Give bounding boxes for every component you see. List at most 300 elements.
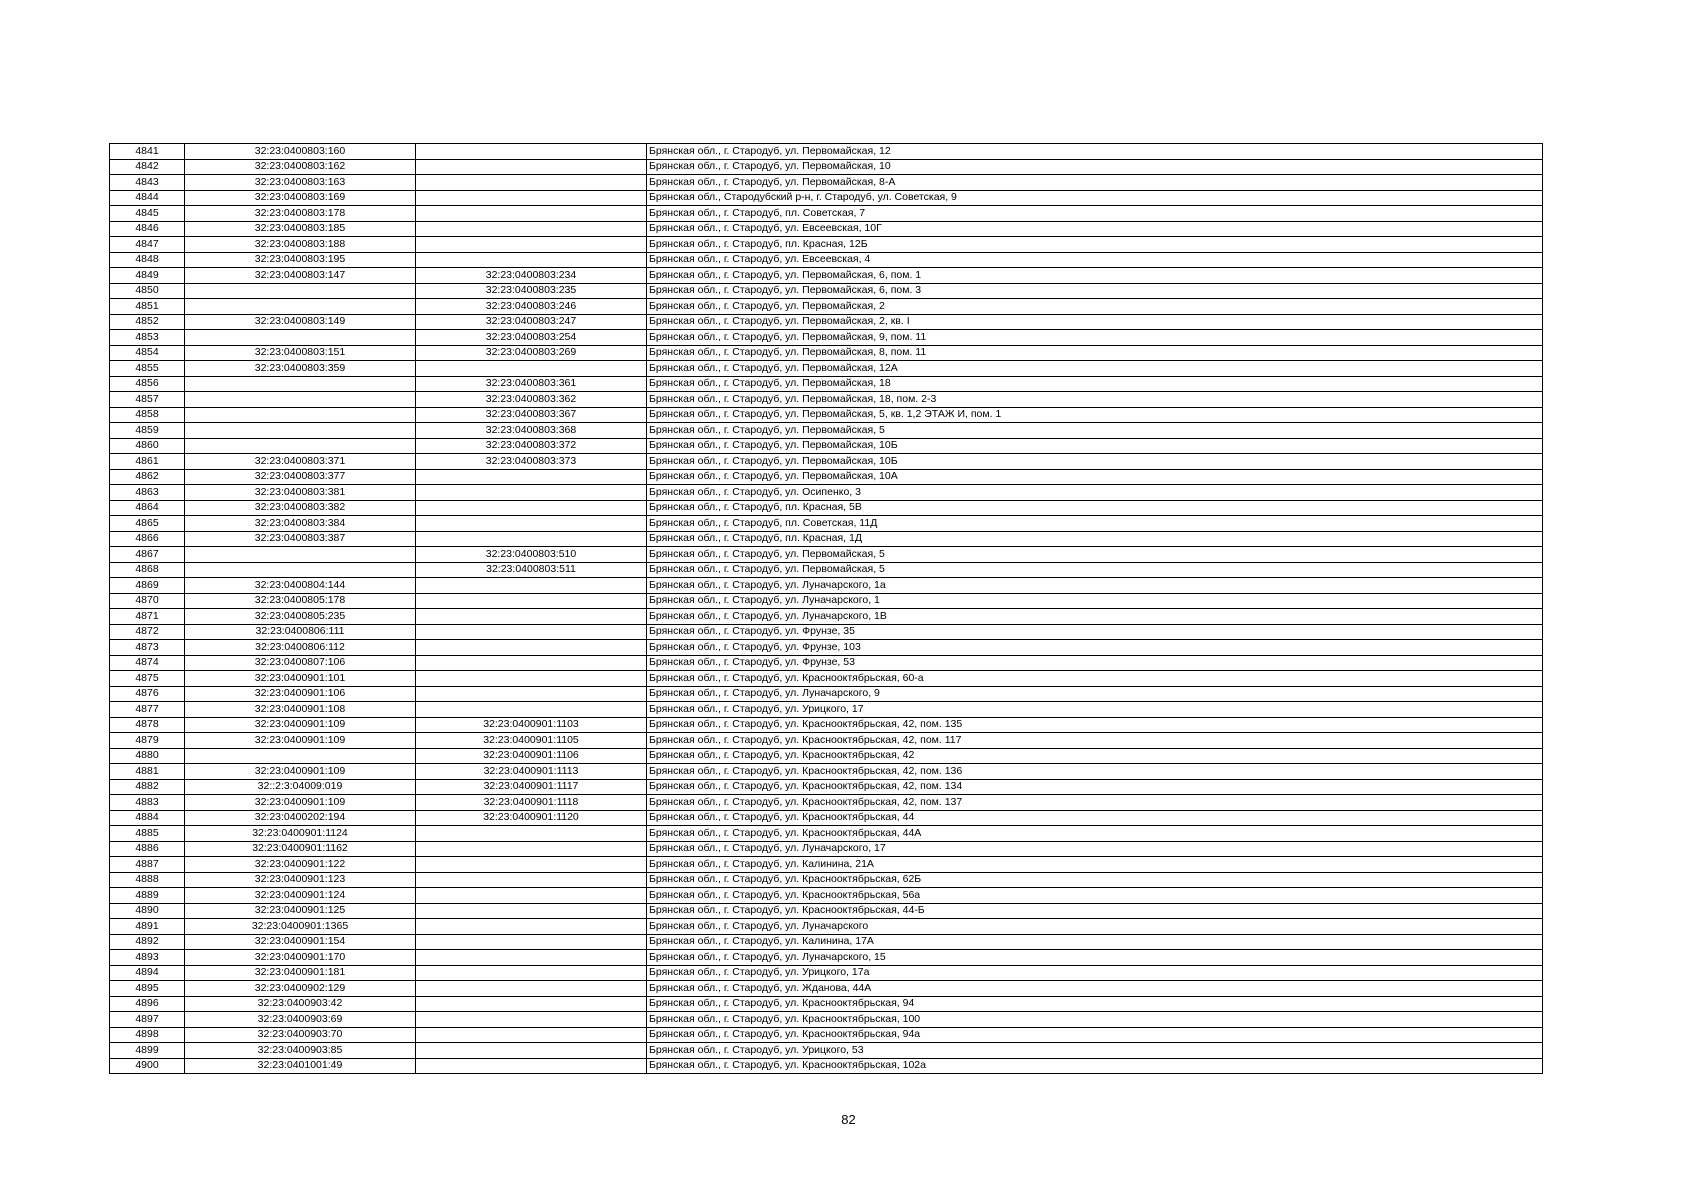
address-cell: Брянская обл., г. Стародуб, ул. Первомайская, 6, пом. 1	[647, 268, 1543, 284]
table-row	[110, 454, 1543, 470]
cadastral-number-cell: 32:23:0400901:106	[185, 686, 416, 702]
cadastral-number-cell	[185, 547, 416, 563]
address-cell: Брянская обл., г. Стародуб, ул. Фрунзе, 53	[647, 655, 1543, 671]
table-row	[110, 578, 1543, 594]
table-row	[110, 857, 1543, 873]
row-number-cell: 4868	[110, 562, 185, 578]
related-cadastral-number-cell	[416, 175, 647, 191]
row-number-cell: 4863	[110, 485, 185, 501]
table-row	[110, 1012, 1543, 1028]
address-cell: Брянская обл., г. Стародуб, ул. Луначарского, 1а	[647, 578, 1543, 594]
table-row	[110, 469, 1543, 485]
address-cell: Брянская обл., г. Стародуб, ул. Краснооктябрьская, 44	[647, 810, 1543, 826]
table-row	[110, 562, 1543, 578]
cadastral-number-cell: 32:23:0400903:69	[185, 1012, 416, 1028]
address-cell: Брянская обл., г. Стародуб, пл. Советская, 11Д	[647, 516, 1543, 532]
address-cell: Брянская обл., г. Стародуб, ул. Первомайская, 8-А	[647, 175, 1543, 191]
cadastral-number-cell	[185, 423, 416, 439]
address-cell: Брянская обл., г. Стародуб, ул. Краснооктябрьская, 44-Б	[647, 903, 1543, 919]
table-row	[110, 950, 1543, 966]
row-number-cell: 4846	[110, 221, 185, 237]
table-row	[110, 438, 1543, 454]
address-cell: Брянская обл., г. Стародуб, ул. Первомайская, 10	[647, 159, 1543, 175]
address-cell: Брянская обл., г. Стародуб, ул. Луначарского, 1В	[647, 609, 1543, 625]
address-cell: Брянская обл., г. Стародуб, ул. Краснооктябрьская, 42, пом. 134	[647, 779, 1543, 795]
address-cell: Брянская обл., Стародубский р-н, г. Стародуб, ул. Советская, 9	[647, 190, 1543, 206]
table-row	[110, 919, 1543, 935]
related-cadastral-number-cell	[416, 593, 647, 609]
row-number-cell: 4869	[110, 578, 185, 594]
address-cell: Брянская обл., г. Стародуб, ул. Урицкого, 17	[647, 702, 1543, 718]
cadastral-number-cell: 32::2:3:04009:019	[185, 779, 416, 795]
address-cell: Брянская обл., г. Стародуб, ул. Краснооктябрьская, 94а	[647, 1027, 1543, 1043]
related-cadastral-number-cell	[416, 826, 647, 842]
related-cadastral-number-cell: 32:23:0400803:511	[416, 562, 647, 578]
address-cell: Брянская обл., г. Стародуб, ул. Первомайская, 5	[647, 547, 1543, 563]
related-cadastral-number-cell	[416, 1058, 647, 1074]
related-cadastral-number-cell	[416, 252, 647, 268]
row-number-cell: 4895	[110, 981, 185, 997]
row-number-cell: 4890	[110, 903, 185, 919]
address-cell: Брянская обл., г. Стародуб, ул. Первомайская, 2, кв. I	[647, 314, 1543, 330]
cadastral-number-cell: 32:23:0400903:70	[185, 1027, 416, 1043]
row-number-cell: 4852	[110, 314, 185, 330]
row-number-cell: 4866	[110, 531, 185, 547]
related-cadastral-number-cell: 32:23:0400803:368	[416, 423, 647, 439]
row-number-cell: 4874	[110, 655, 185, 671]
related-cadastral-number-cell: 32:23:0400803:361	[416, 376, 647, 392]
cadastral-number-cell	[185, 283, 416, 299]
related-cadastral-number-cell: 32:23:0400901:1118	[416, 795, 647, 811]
address-cell: Брянская обл., г. Стародуб, ул. Краснооктябрьская, 42, пом. 117	[647, 733, 1543, 749]
row-number-cell: 4856	[110, 376, 185, 392]
cadastral-number-cell: 32:23:0400803:169	[185, 190, 416, 206]
table-row	[110, 624, 1543, 640]
row-number-cell: 4875	[110, 671, 185, 687]
address-cell: Брянская обл., г. Стародуб, ул. Первомайская, 12	[647, 144, 1543, 160]
row-number-cell: 4880	[110, 748, 185, 764]
address-cell: Брянская обл., г. Стародуб, ул. Краснооктябрьская, 100	[647, 1012, 1543, 1028]
cadastral-number-cell: 32:23:0400901:108	[185, 702, 416, 718]
cadastral-number-cell: 32:23:0400803:387	[185, 531, 416, 547]
table-row	[110, 144, 1543, 160]
address-cell: Брянская обл., г. Стародуб, пл. Красная, 1Д	[647, 531, 1543, 547]
cadastral-number-cell: 32:23:0400804:144	[185, 578, 416, 594]
row-number-cell: 4870	[110, 593, 185, 609]
table-row	[110, 500, 1543, 516]
related-cadastral-number-cell	[416, 1027, 647, 1043]
related-cadastral-number-cell: 32:23:0400803:247	[416, 314, 647, 330]
related-cadastral-number-cell	[416, 702, 647, 718]
cadastral-number-cell: 32:23:0400902:129	[185, 981, 416, 997]
table-row	[110, 283, 1543, 299]
address-cell: Брянская обл., г. Стародуб, ул. Краснооктябрьская, 42, пом. 136	[647, 764, 1543, 780]
table-row	[110, 376, 1543, 392]
row-number-cell: 4853	[110, 330, 185, 346]
address-cell: Брянская обл., г. Стародуб, ул. Краснооктябрьская, 62Б	[647, 872, 1543, 888]
row-number-cell: 4900	[110, 1058, 185, 1074]
row-number-cell: 4899	[110, 1043, 185, 1059]
table-row	[110, 1027, 1543, 1043]
address-cell: Брянская обл., г. Стародуб, ул. Краснооктябрьская, 56а	[647, 888, 1543, 904]
address-cell: Брянская обл., г. Стародуб, ул. Первомайская, 18	[647, 376, 1543, 392]
table-row	[110, 175, 1543, 191]
related-cadastral-number-cell	[416, 500, 647, 516]
related-cadastral-number-cell: 32:23:0400901:1113	[416, 764, 647, 780]
related-cadastral-number-cell	[416, 934, 647, 950]
related-cadastral-number-cell: 32:23:0400803:246	[416, 299, 647, 315]
related-cadastral-number-cell	[416, 872, 647, 888]
cadastral-number-cell	[185, 330, 416, 346]
row-number-cell: 4864	[110, 500, 185, 516]
cadastral-number-cell: 32:23:0400803:151	[185, 345, 416, 361]
address-cell: Брянская обл., г. Стародуб, ул. Первомайская, 12А	[647, 361, 1543, 377]
table-row	[110, 268, 1543, 284]
related-cadastral-number-cell: 32:23:0400803:254	[416, 330, 647, 346]
related-cadastral-number-cell	[416, 655, 647, 671]
row-number-cell: 4857	[110, 392, 185, 408]
address-cell: Брянская обл., г. Стародуб, ул. Первомайская, 9, пом. 11	[647, 330, 1543, 346]
address-cell: Брянская обл., г. Стародуб, ул. Первомайская, 5	[647, 423, 1543, 439]
table-row	[110, 841, 1543, 857]
related-cadastral-number-cell	[416, 1043, 647, 1059]
related-cadastral-number-cell	[416, 950, 647, 966]
cadastral-number-cell	[185, 748, 416, 764]
address-cell: Брянская обл., г. Стародуб, ул. Первомайская, 10Б	[647, 454, 1543, 470]
related-cadastral-number-cell	[416, 857, 647, 873]
row-number-cell: 4876	[110, 686, 185, 702]
row-number-cell: 4872	[110, 624, 185, 640]
related-cadastral-number-cell	[416, 624, 647, 640]
related-cadastral-number-cell	[416, 237, 647, 253]
cadastral-number-cell: 32:23:0400803:160	[185, 144, 416, 160]
table-row	[110, 221, 1543, 237]
row-number-cell: 4884	[110, 810, 185, 826]
table-row	[110, 671, 1543, 687]
table-row	[110, 593, 1543, 609]
address-cell: Брянская обл., г. Стародуб, ул. Первомайская, 8, пом. 11	[647, 345, 1543, 361]
address-cell: Брянская обл., г. Стародуб, ул. Первомайская, 5, кв. 1,2 ЭТАЖ И, пом. 1	[647, 407, 1543, 423]
table-row	[110, 981, 1543, 997]
cadastral-number-cell: 32:23:0400805:235	[185, 609, 416, 625]
table-row	[110, 531, 1543, 547]
address-cell: Брянская обл., г. Стародуб, ул. Фрунзе, 35	[647, 624, 1543, 640]
cadastral-number-cell: 32:23:0400901:1365	[185, 919, 416, 935]
row-number-cell: 4849	[110, 268, 185, 284]
row-number-cell: 4882	[110, 779, 185, 795]
table-row	[110, 237, 1543, 253]
table-row	[110, 779, 1543, 795]
cadastral-number-cell: 32:23:0400806:111	[185, 624, 416, 640]
cadastral-number-cell: 32:23:0400901:181	[185, 965, 416, 981]
row-number-cell: 4885	[110, 826, 185, 842]
address-cell: Брянская обл., г. Стародуб, ул. Первомайская, 2	[647, 299, 1543, 315]
address-cell: Брянская обл., г. Стародуб, ул. Краснооктябрьская, 44А	[647, 826, 1543, 842]
related-cadastral-number-cell	[416, 640, 647, 656]
table-row	[110, 826, 1543, 842]
cadastral-number-cell: 32:23:0400803:178	[185, 206, 416, 222]
cadastral-number-cell: 32:23:0400901:125	[185, 903, 416, 919]
row-number-cell: 4891	[110, 919, 185, 935]
table-row	[110, 655, 1543, 671]
related-cadastral-number-cell: 32:23:0400901:1105	[416, 733, 647, 749]
address-cell: Брянская обл., г. Стародуб, ул. Краснооктябрьская, 42, пом. 135	[647, 717, 1543, 733]
row-number-cell: 4854	[110, 345, 185, 361]
table-row	[110, 1058, 1543, 1074]
registry-table	[109, 143, 1543, 1074]
cadastral-number-cell	[185, 392, 416, 408]
address-cell: Брянская обл., г. Стародуб, ул. Первомайская, 10А	[647, 469, 1543, 485]
table-row	[110, 888, 1543, 904]
cadastral-number-cell: 32:23:0400803:162	[185, 159, 416, 175]
related-cadastral-number-cell: 32:23:0400803:510	[416, 547, 647, 563]
related-cadastral-number-cell: 32:23:0400901:1120	[416, 810, 647, 826]
table-row	[110, 190, 1543, 206]
related-cadastral-number-cell	[416, 1012, 647, 1028]
table-row	[110, 423, 1543, 439]
address-cell: Брянская обл., г. Стародуб, ул. Евсеевская, 4	[647, 252, 1543, 268]
address-cell: Брянская обл., г. Стародуб, ул. Осипенко, 3	[647, 485, 1543, 501]
address-cell: Брянская обл., г. Стародуб, ул. Краснооктябрьская, 42, пом. 137	[647, 795, 1543, 811]
row-number-cell: 4887	[110, 857, 185, 873]
related-cadastral-number-cell	[416, 485, 647, 501]
row-number-cell: 4861	[110, 454, 185, 470]
table-row	[110, 640, 1543, 656]
cadastral-number-cell: 32:23:0400803:188	[185, 237, 416, 253]
table-row	[110, 516, 1543, 532]
row-number-cell: 4871	[110, 609, 185, 625]
related-cadastral-number-cell: 32:23:0400901:1103	[416, 717, 647, 733]
related-cadastral-number-cell: 32:23:0400803:373	[416, 454, 647, 470]
cadastral-number-cell: 32:23:0401001:49	[185, 1058, 416, 1074]
related-cadastral-number-cell	[416, 221, 647, 237]
cadastral-number-cell: 32:23:0400805:178	[185, 593, 416, 609]
cadastral-number-cell: 32:23:0400901:109	[185, 795, 416, 811]
cadastral-number-cell: 32:23:0400903:85	[185, 1043, 416, 1059]
related-cadastral-number-cell: 32:23:0400803:367	[416, 407, 647, 423]
registry-table-body	[110, 144, 1543, 1074]
row-number-cell: 4851	[110, 299, 185, 315]
row-number-cell: 4898	[110, 1027, 185, 1043]
address-cell: Брянская обл., г. Стародуб, пл. Красная, 5В	[647, 500, 1543, 516]
table-row	[110, 206, 1543, 222]
address-cell: Брянская обл., г. Стародуб, ул. Первомайская, 10Б	[647, 438, 1543, 454]
related-cadastral-number-cell	[416, 144, 647, 160]
cadastral-number-cell: 32:23:0400803:149	[185, 314, 416, 330]
address-cell: Брянская обл., г. Стародуб, ул. Урицкого, 17а	[647, 965, 1543, 981]
row-number-cell: 4894	[110, 965, 185, 981]
page-number: 82	[841, 1112, 856, 1127]
row-number-cell: 4883	[110, 795, 185, 811]
cadastral-number-cell: 32:23:0400901:109	[185, 764, 416, 780]
cadastral-number-cell: 32:23:0400803:371	[185, 454, 416, 470]
cadastral-number-cell: 32:23:0400807:106	[185, 655, 416, 671]
related-cadastral-number-cell	[416, 190, 647, 206]
table-row	[110, 314, 1543, 330]
row-number-cell: 4886	[110, 841, 185, 857]
row-number-cell: 4858	[110, 407, 185, 423]
cadastral-number-cell: 32:23:0400803:185	[185, 221, 416, 237]
table-row	[110, 407, 1543, 423]
cadastral-number-cell: 32:23:0400901:123	[185, 872, 416, 888]
cadastral-number-cell	[185, 407, 416, 423]
table-row	[110, 547, 1543, 563]
row-number-cell: 4873	[110, 640, 185, 656]
cadastral-number-cell: 32:23:0400901:122	[185, 857, 416, 873]
table-row	[110, 764, 1543, 780]
cadastral-number-cell: 32:23:0400903:42	[185, 996, 416, 1012]
address-cell: Брянская обл., г. Стародуб, ул. Первомайская, 6, пом. 3	[647, 283, 1543, 299]
table-row	[110, 330, 1543, 346]
table-row	[110, 252, 1543, 268]
address-cell: Брянская обл., г. Стародуб, ул. Первомайская, 18, пом. 2-3	[647, 392, 1543, 408]
address-cell: Брянская обл., г. Стародуб, ул. Калинина, 17А	[647, 934, 1543, 950]
address-cell: Брянская обл., г. Стародуб, пл. Красная, 12Б	[647, 237, 1543, 253]
table-row	[110, 1043, 1543, 1059]
row-number-cell: 4859	[110, 423, 185, 439]
row-number-cell: 4843	[110, 175, 185, 191]
cadastral-number-cell: 32:23:0400901:109	[185, 717, 416, 733]
related-cadastral-number-cell	[416, 841, 647, 857]
related-cadastral-number-cell	[416, 888, 647, 904]
address-cell: Брянская обл., г. Стародуб, ул. Краснооктябрьская, 94	[647, 996, 1543, 1012]
address-cell: Брянская обл., г. Стародуб, ул. Краснооктябрьская, 60-а	[647, 671, 1543, 687]
address-cell: Брянская обл., г. Стародуб, пл. Советская, 7	[647, 206, 1543, 222]
cadastral-number-cell: 32:23:0400803:195	[185, 252, 416, 268]
table-row	[110, 299, 1543, 315]
address-cell: Брянская обл., г. Стародуб, ул. Краснооктябрьская, 42	[647, 748, 1543, 764]
table-row	[110, 903, 1543, 919]
row-number-cell: 4893	[110, 950, 185, 966]
cadastral-number-cell: 32:23:0400803:384	[185, 516, 416, 532]
address-cell: Брянская обл., г. Стародуб, ул. Урицкого, 53	[647, 1043, 1543, 1059]
address-cell: Брянская обл., г. Стародуб, ул. Луначарского	[647, 919, 1543, 935]
table-row	[110, 392, 1543, 408]
cadastral-number-cell: 32:23:0400803:147	[185, 268, 416, 284]
related-cadastral-number-cell: 32:23:0400803:362	[416, 392, 647, 408]
cadastral-number-cell: 32:23:0400901:170	[185, 950, 416, 966]
related-cadastral-number-cell	[416, 206, 647, 222]
row-number-cell: 4877	[110, 702, 185, 718]
address-cell: Брянская обл., г. Стародуб, ул. Евсеевская, 10Г	[647, 221, 1543, 237]
table-row	[110, 485, 1543, 501]
related-cadastral-number-cell: 32:23:0400803:235	[416, 283, 647, 299]
row-number-cell: 4850	[110, 283, 185, 299]
row-number-cell: 4841	[110, 144, 185, 160]
related-cadastral-number-cell	[416, 578, 647, 594]
cadastral-number-cell: 32:23:0400806:112	[185, 640, 416, 656]
table-row	[110, 810, 1543, 826]
row-number-cell: 4844	[110, 190, 185, 206]
related-cadastral-number-cell	[416, 516, 647, 532]
table-row	[110, 717, 1543, 733]
table-row	[110, 934, 1543, 950]
row-number-cell: 4879	[110, 733, 185, 749]
cadastral-number-cell: 32:23:0400803:382	[185, 500, 416, 516]
row-number-cell: 4865	[110, 516, 185, 532]
cadastral-number-cell: 32:23:0400803:377	[185, 469, 416, 485]
related-cadastral-number-cell	[416, 965, 647, 981]
cadastral-number-cell: 32:23:0400901:1162	[185, 841, 416, 857]
related-cadastral-number-cell	[416, 469, 647, 485]
related-cadastral-number-cell	[416, 361, 647, 377]
row-number-cell: 4889	[110, 888, 185, 904]
row-number-cell: 4867	[110, 547, 185, 563]
cadastral-number-cell: 32:23:0400901:1124	[185, 826, 416, 842]
address-cell: Брянская обл., г. Стародуб, ул. Калинина, 21А	[647, 857, 1543, 873]
address-cell: Брянская обл., г. Стародуб, ул. Луначарского, 15	[647, 950, 1543, 966]
table-row	[110, 733, 1543, 749]
related-cadastral-number-cell: 32:23:0400803:269	[416, 345, 647, 361]
cadastral-number-cell: 32:23:0400901:109	[185, 733, 416, 749]
related-cadastral-number-cell	[416, 671, 647, 687]
row-number-cell: 4862	[110, 469, 185, 485]
cadastral-number-cell	[185, 376, 416, 392]
related-cadastral-number-cell	[416, 919, 647, 935]
table-row	[110, 965, 1543, 981]
related-cadastral-number-cell: 32:23:0400901:1106	[416, 748, 647, 764]
address-cell: Брянская обл., г. Стародуб, ул. Луначарского, 17	[647, 841, 1543, 857]
row-number-cell: 4888	[110, 872, 185, 888]
address-cell: Брянская обл., г. Стародуб, ул. Первомайская, 5	[647, 562, 1543, 578]
table-row	[110, 748, 1543, 764]
row-number-cell: 4892	[110, 934, 185, 950]
related-cadastral-number-cell	[416, 159, 647, 175]
row-number-cell: 4848	[110, 252, 185, 268]
related-cadastral-number-cell: 32:23:0400803:234	[416, 268, 647, 284]
table-row	[110, 345, 1543, 361]
table-row	[110, 702, 1543, 718]
related-cadastral-number-cell: 32:23:0400803:372	[416, 438, 647, 454]
row-number-cell: 4878	[110, 717, 185, 733]
address-cell: Брянская обл., г. Стародуб, ул. Луначарского, 9	[647, 686, 1543, 702]
row-number-cell: 4881	[110, 764, 185, 780]
cadastral-number-cell: 32:23:0400901:124	[185, 888, 416, 904]
related-cadastral-number-cell	[416, 996, 647, 1012]
row-number-cell: 4842	[110, 159, 185, 175]
cadastral-number-cell: 32:23:0400803:381	[185, 485, 416, 501]
cadastral-number-cell: 32:23:0400803:359	[185, 361, 416, 377]
table-row	[110, 872, 1543, 888]
table-row	[110, 795, 1543, 811]
row-number-cell: 4897	[110, 1012, 185, 1028]
related-cadastral-number-cell: 32:23:0400901:1117	[416, 779, 647, 795]
row-number-cell: 4847	[110, 237, 185, 253]
address-cell: Брянская обл., г. Стародуб, ул. Краснооктябрьская, 102а	[647, 1058, 1543, 1074]
row-number-cell: 4896	[110, 996, 185, 1012]
cadastral-number-cell: 32:23:0400803:163	[185, 175, 416, 191]
row-number-cell: 4855	[110, 361, 185, 377]
table-row	[110, 686, 1543, 702]
related-cadastral-number-cell	[416, 531, 647, 547]
address-cell: Брянская обл., г. Стародуб, ул. Луначарского, 1	[647, 593, 1543, 609]
table-row	[110, 159, 1543, 175]
address-cell: Брянская обл., г. Стародуб, ул. Жданова, 44А	[647, 981, 1543, 997]
related-cadastral-number-cell	[416, 686, 647, 702]
cadastral-number-cell: 32:23:0400202:194	[185, 810, 416, 826]
related-cadastral-number-cell	[416, 981, 647, 997]
table-row	[110, 609, 1543, 625]
address-cell: Брянская обл., г. Стародуб, ул. Фрунзе, 103	[647, 640, 1543, 656]
table-row	[110, 361, 1543, 377]
row-number-cell: 4860	[110, 438, 185, 454]
related-cadastral-number-cell	[416, 903, 647, 919]
cadastral-number-cell: 32:23:0400901:101	[185, 671, 416, 687]
cadastral-number-cell: 32:23:0400901:154	[185, 934, 416, 950]
row-number-cell: 4845	[110, 206, 185, 222]
related-cadastral-number-cell	[416, 609, 647, 625]
cadastral-number-cell	[185, 562, 416, 578]
